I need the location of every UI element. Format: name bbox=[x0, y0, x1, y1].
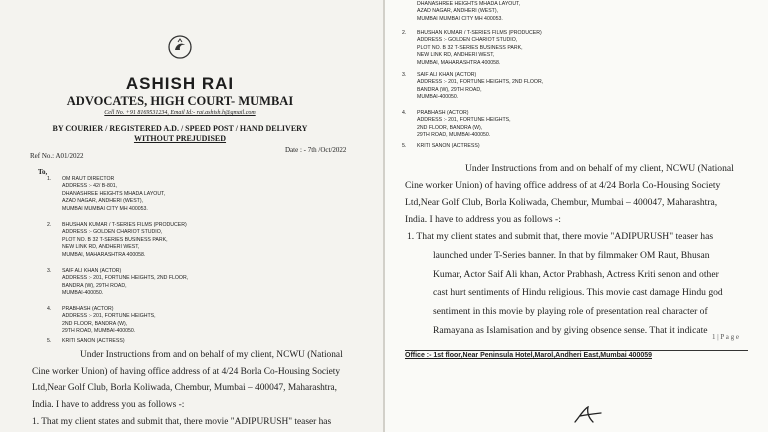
recipient-line: ADDRESS :- GOLDEN CHARIOT STUDIO, bbox=[62, 229, 163, 236]
reference-number: Ref No.: A01/2022 bbox=[30, 152, 84, 160]
recipient-4 bbox=[402, 110, 511, 140]
recipient-line: ADDRESS :- GOLDEN CHARIOT STUDIO, bbox=[417, 37, 518, 44]
recipient-line: KRITI SANON (ACTRESS) bbox=[417, 143, 480, 149]
recipient-line: KRITI SANON (ACTRESS) bbox=[62, 338, 125, 344]
recipient-line: BHUSHAN KUMAR / T-SERIES FILMS (PRODUCER) bbox=[417, 30, 542, 36]
recipient-line: BANDRA (W), 29TH ROAD, bbox=[417, 86, 482, 93]
recipient-line: ADDRESS :- 201, FORTUNE HEIGHTS, bbox=[417, 117, 511, 124]
advocate-title: ADVOCATES, HIGH COURT- MUMBAI bbox=[66, 94, 294, 108]
recipient-1-continued bbox=[417, 1, 520, 23]
recipient-3 bbox=[402, 72, 544, 102]
recipient-line: BHUSHAN KUMAR / T-SERIES FILMS (PRODUCER) bbox=[62, 222, 187, 228]
recipient-line: PLOT NO. B 32 T-SERIES BUSINESS PARK, bbox=[417, 44, 523, 51]
paragraph-line: Kumar, Actor Saif Ali khan, Actor Prabhash, Actress Kriti senon and other bbox=[433, 268, 719, 280]
recipient-line: DHANASHREE HEIGHTS MHADA LAYOUT, bbox=[62, 190, 166, 197]
recipient-4 bbox=[47, 306, 156, 336]
recipient-line: ADDRESS :- 201, FORTUNE HEIGHTS, 2ND FLOOR, bbox=[62, 275, 189, 282]
to-label: To, bbox=[38, 168, 48, 176]
recipient-number: 2. bbox=[47, 222, 52, 228]
paragraph-line: launched under T-Series banner. In that by filmmaker OM Raut, Bhusan bbox=[433, 249, 710, 261]
recipient-line: MUMBAI, MAHARASHTRA 400058. bbox=[62, 251, 146, 258]
recipient-line: OM RAUT DIRECTOR bbox=[62, 176, 115, 182]
recipient-line: BANDRA (W), 29TH ROAD, bbox=[62, 282, 127, 289]
recipient-5 bbox=[402, 143, 480, 150]
instructions-paragraph bbox=[32, 347, 372, 413]
advocate-contact: Cell No. +91 8169531234, Email Id:- rai.ashish.h@gmail.com bbox=[104, 110, 256, 116]
office-address-footer: Office :- 1st floor,Near Peninsula Hotel,Marol,Andheri East,Mumbai 400059 bbox=[405, 352, 653, 359]
delivery-mode: BY COURIER / REGISTERED A.D. / SPEED POST / HAND DELIVERY bbox=[52, 124, 308, 133]
letter-page-1-continued bbox=[385, 0, 768, 432]
recipient-line: PRABHASH (ACTOR) bbox=[417, 110, 469, 116]
recipient-2 bbox=[402, 30, 542, 67]
recipient-line: 2ND FLOOR, BANDRA (W), bbox=[62, 320, 128, 327]
recipient-number: 3. bbox=[47, 268, 52, 274]
recipient-2 bbox=[47, 222, 187, 259]
recipient-5 bbox=[47, 338, 125, 345]
recipient-number: 5. bbox=[402, 143, 407, 149]
recipient-number: 1. bbox=[47, 176, 52, 182]
instructions-paragraph bbox=[405, 160, 745, 228]
without-prejudice: WITHOUT PREJUDISED bbox=[133, 134, 227, 143]
paragraph-line: sentiment in this movie by playing role of presentation real character of bbox=[433, 306, 708, 318]
paragraph-line: India. I have to address you as follows -: bbox=[405, 214, 561, 225]
paragraph-line: Under Instructions from and on behalf of my client, NCWU (National bbox=[80, 350, 343, 360]
recipient-line: MUMBAI-400050. bbox=[62, 290, 104, 297]
letter-date: Date : - 7th /Oct/2022 bbox=[285, 146, 347, 154]
recipient-3 bbox=[47, 268, 189, 298]
point-1-paragraph bbox=[407, 228, 747, 341]
recipient-number: 5. bbox=[47, 338, 52, 344]
paragraph-line: Ltd,Near Golf Club, Borla Koliwada, Chembur, Mumbai – 400047, Maharashtra, bbox=[32, 383, 338, 393]
recipient-number: 2. bbox=[402, 30, 407, 36]
recipient-number: 4. bbox=[47, 306, 52, 312]
recipient-line: DHANASHREE HEIGHTS MHADA LAYOUT, bbox=[417, 1, 521, 7]
recipient-line: 2ND FLOOR, BANDRA (W), bbox=[417, 124, 483, 131]
paragraph-line: cast hurt sentiments of Hindu religious. This movie cast damage Hindu god bbox=[433, 287, 723, 299]
recipient-line: 29TH ROAD, MUMBAI-400050. bbox=[417, 132, 491, 139]
page-number: 1 | P a g e bbox=[712, 333, 739, 341]
letter-page-1 bbox=[0, 0, 383, 432]
recipient-line: SAIF ALI KHAN (ACTOR) bbox=[62, 268, 122, 274]
footer-divider bbox=[405, 350, 748, 351]
recipient-line: MUMBAI MUMBAI CITY MH 400053. bbox=[417, 15, 503, 22]
recipient-line: MUMBAI-400050. bbox=[417, 94, 459, 101]
recipient-number: 4. bbox=[402, 110, 407, 116]
recipient-line: PRABHASH (ACTOR) bbox=[62, 306, 114, 312]
firm-emblem-icon bbox=[167, 34, 193, 60]
recipient-line: SAIF ALI KHAN (ACTOR) bbox=[417, 72, 477, 78]
recipient-number: 3. bbox=[402, 72, 407, 78]
recipient-line: 29TH ROAD, MUMBAI-400050. bbox=[62, 328, 136, 335]
recipient-line: AZAD NAGAR, ANDHERI (WEST), bbox=[417, 8, 498, 15]
paragraph-line: 1. That my client states and submit that, there movie "ADIPURUSH" teaser has bbox=[407, 231, 714, 242]
paragraph-line: Ltd,Near Golf Club, Borla Koliwada, Chembur, Mumbai – 400047, Maharashtra, bbox=[405, 197, 718, 208]
recipient-line: AZAD NAGAR, ANDHERI (WEST), bbox=[62, 198, 143, 205]
advocate-name: ASHISH RAI bbox=[125, 74, 235, 93]
paragraph-line: Cine worker Union) of having office address of at 4/24 Borla Co-Housing Society bbox=[32, 366, 341, 377]
paragraph-line: Ramayana as Islamisation and by giving obsence sense. That it indicate bbox=[433, 324, 708, 336]
recipient-line: MUMBAI MUMBAI CITY MH 400053. bbox=[62, 205, 148, 212]
recipient-line: PLOT NO. B 32 T-SERIES BUSINESS PARK, bbox=[62, 236, 168, 243]
recipient-line: MUMBAI, MAHARASHTRA 400058. bbox=[417, 59, 501, 66]
paragraph-line: India. I have to address you as follows -: bbox=[32, 399, 185, 410]
recipient-line: ADDRESS :- 42/ B-801, bbox=[62, 183, 118, 190]
recipient-line: NEW LINK RD, ANDHERI WEST, bbox=[417, 52, 495, 59]
recipient-line: NEW LINK RD, ANDHERI WEST, bbox=[62, 244, 140, 251]
signature-icon bbox=[571, 404, 605, 426]
paragraph-line: Under Instructions from and on behalf of my client, NCWU (National bbox=[465, 163, 734, 174]
recipient-1 bbox=[47, 176, 166, 213]
paragraph-line: Cine worker Union) of having office address of at 4/24 Borla Co-Housing Society bbox=[405, 180, 721, 191]
recipient-line: ADDRESS :- 201, FORTUNE HEIGHTS, bbox=[62, 313, 156, 320]
point-1-paragraph bbox=[32, 414, 372, 431]
paragraph-line: 1. That my client states and submit that, there movie "ADIPURUSH" teaser has bbox=[32, 417, 332, 427]
recipient-line: ADDRESS :- 201, FORTUNE HEIGHTS, 2ND FLOOR, bbox=[417, 79, 544, 86]
